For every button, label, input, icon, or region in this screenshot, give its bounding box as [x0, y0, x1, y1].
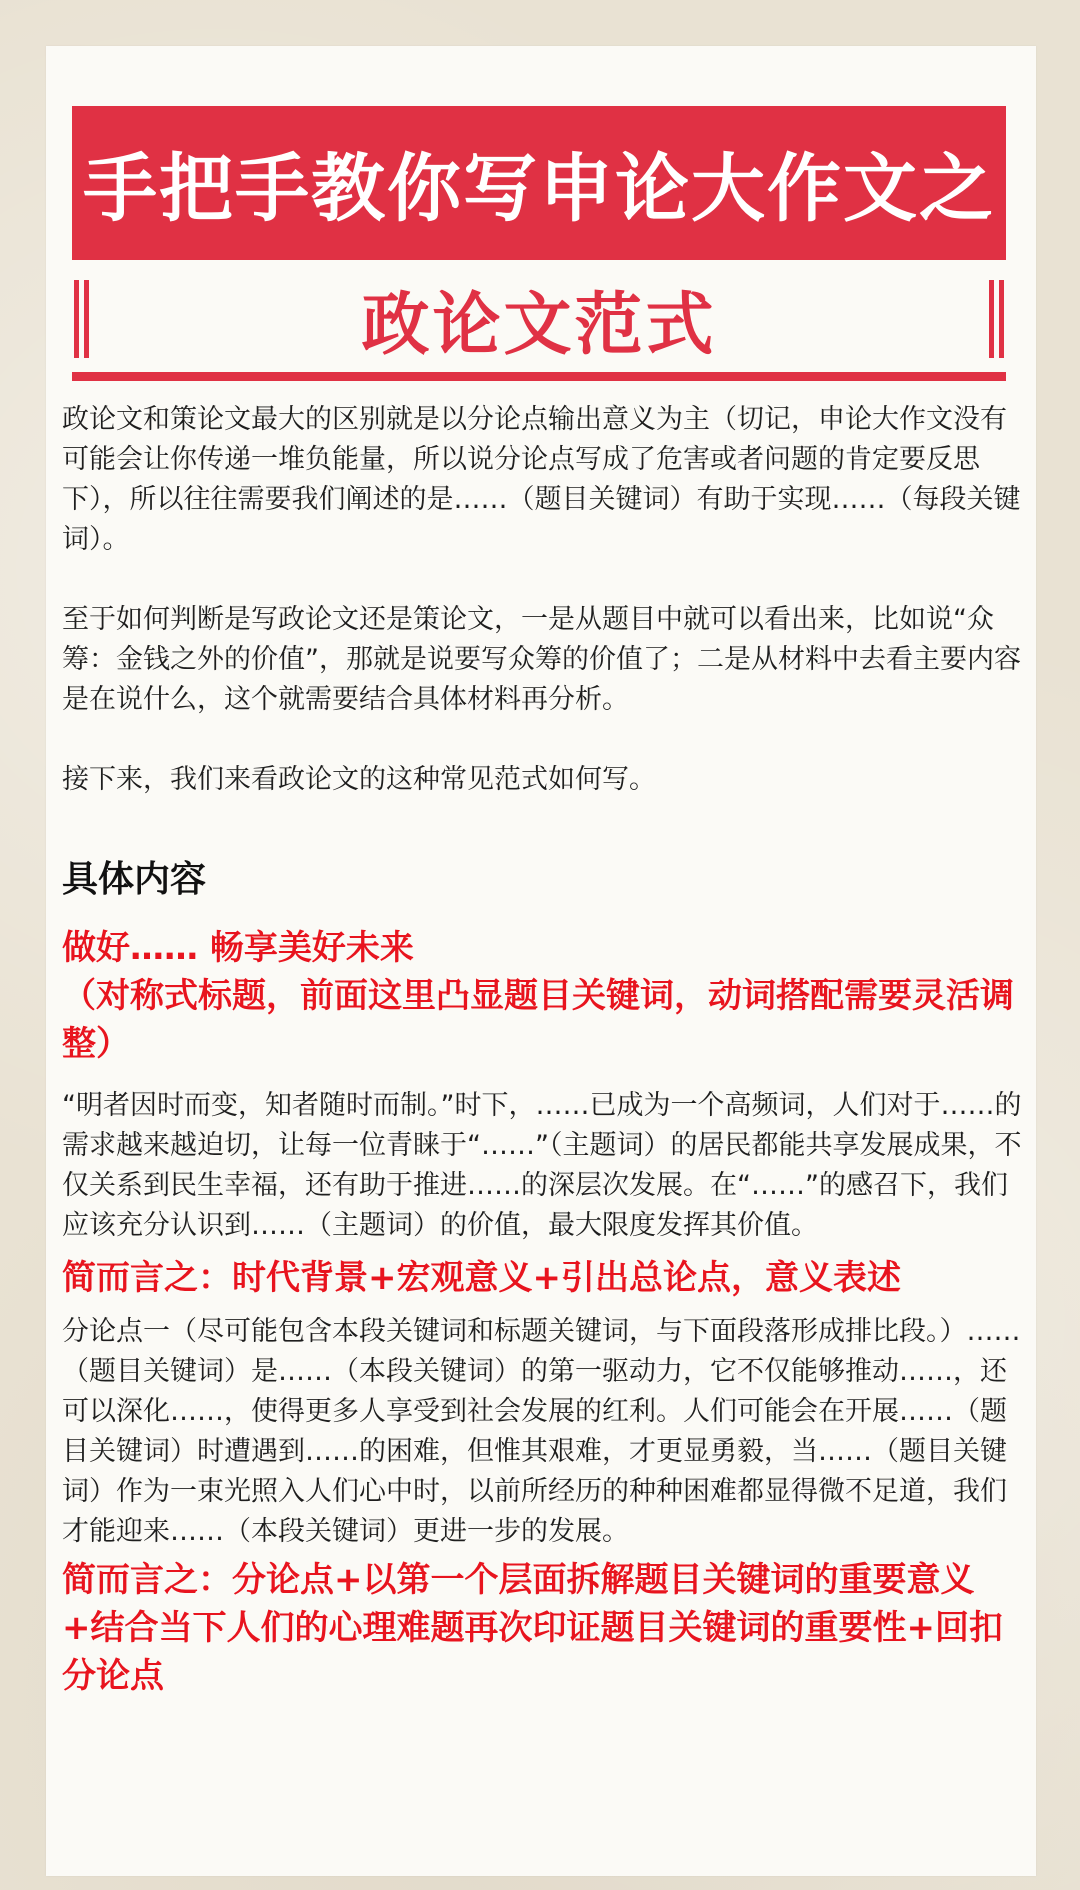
- title-underline: [72, 372, 1006, 381]
- article-content: [62, 400, 1024, 1710]
- title-template-note: （对称式标题，前面这里凸显题目关键词，动词搭配需要灵活调整）: [62, 976, 1014, 1064]
- intro-paragraph: 政论文和策论文最大的区别就是以分论点输出意义为主（切记，申论大作文没有可能会让你传递一堆负能量，所以说分论点写成了危害或者问题的肯定要反思下），所以往往需要我们阐述的是……（题目关键词）有助于实现……（每段关键词）。: [62, 404, 1021, 555]
- summary-intro: 简而言之：时代背景+宏观意义+引出总论点，意义表述: [62, 1258, 901, 1298]
- page-title: 手把手教你写申论大作文之: [83, 146, 995, 232]
- example-point-one-paragraph: 分论点一（尽可能包含本段关键词和标题关键词，与下面段落形成排比段。）……（题目关键词）是……（本段关键词）的第一驱动力，它不仅能够推动……，还可以深化……，使得更多人享受到社会发展的红利。人们可能会在开展……（题目关键词）时遭遇到……的困难，但惟其艰难，才更显勇毅，当……（题目关键词）作为一束光照入人们心中时，以前所经历的种种困难都显得微不足道，我们才能迎来……（本段关键词）更进一步的发展。: [62, 1316, 1021, 1547]
- left-bar-decoration: [74, 280, 79, 358]
- example-intro-paragraph: “明者因时而变，知者随时而制。”时下，……已成为一个高频词，人们对于……的需求越来越迫切，让每一位青睐于“……”（主题词）的居民都能共享发展成果，不仅关系到民生幸福，还有助于推进……的深层次发展。在“……”的感召下，我们应该充分认识到……（主题词）的价值，最大限度发挥其价值。: [62, 1090, 1022, 1241]
- left-bar-decoration: [84, 280, 89, 358]
- page-subtitle: 政论文范式: [361, 284, 717, 365]
- title-banner: [72, 106, 1006, 260]
- right-bar-decoration: [989, 280, 994, 358]
- title-template: 做好…… 畅享美好未来: [62, 928, 414, 968]
- right-bar-decoration: [999, 280, 1004, 358]
- transition-paragraph: 接下来，我们来看政论文的这种常见范式如何写。: [62, 764, 656, 795]
- summary-point-one: 简而言之：分论点+以第一个层面拆解题目关键词的重要意义+结合当下人们的心理难题再次印证题目关键词的重要性+回扣分论点: [62, 1560, 1003, 1696]
- subtitle-row: [72, 276, 1006, 365]
- section-heading: 具体内容: [62, 859, 207, 900]
- judgement-paragraph: 至于如何判断是写政论文还是策论文，一是从题目中就可以看出来，比如说“众筹：金钱之外的价值”，那就是说要写众筹的价值了；二是从材料中去看主要内容是在说什么，这个就需要结合具体材料再分析。: [62, 604, 1021, 715]
